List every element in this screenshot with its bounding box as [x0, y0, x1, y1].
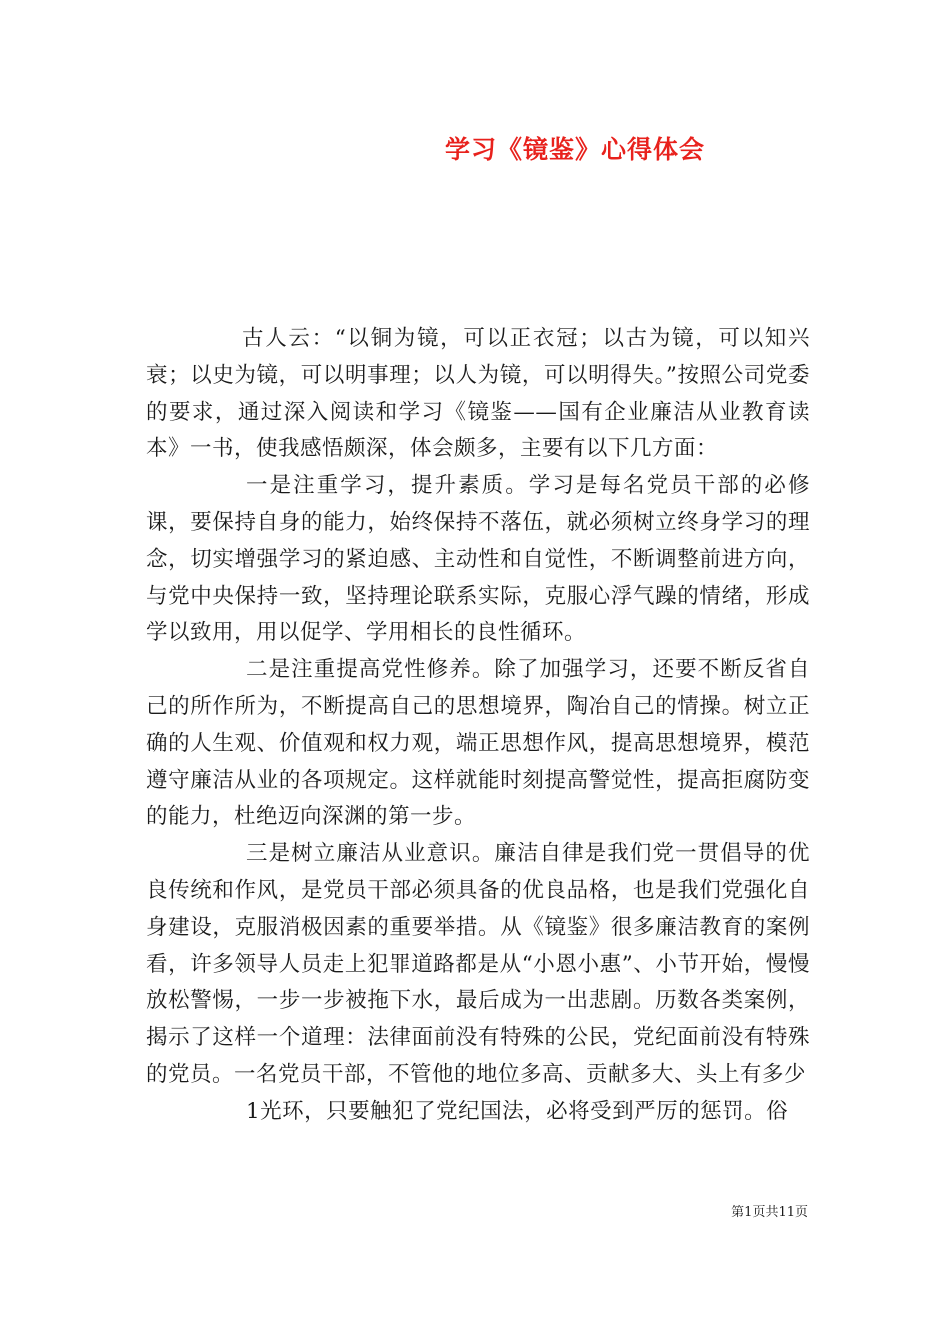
- paragraph-intro: 古人云：“以铜为镜，可以正衣冠；以古为镜，可以知兴衰；以史为镜，可以明事理；以人为镜，可以明得失。”按照公司党委的要求，通过深入阅读和学习《镜鉴——国有企业廉洁从业教育读本》一书，使我感悟颇深，体会颇多，主要有以下几方面：: [146, 326, 810, 462]
- paragraph-continuation: 1光环，只要触犯了党纪国法，必将受到严厉的惩罚。俗: [246, 1098, 789, 1124]
- title-area: [0, 0, 950, 200]
- paragraph-point-three: 三是树立廉洁从业意识。廉洁自律是我们党一贯倡导的优良传统和作风，是党员干部必须具备的优良品格，也是我们党强化自身建设，克服消极因素的重要举措。从《镜鉴》很多廉洁教育的案例看，许多领导人员走上犯罪道路都是从“小恩小惠”、小节开始，慢慢放松警惕，一步一步被拖下水，最后成为一出悲剧。历数各类案例，揭示了这样一个道理：法律面前没有特殊的公民，党纪面前没有特殊的党员。一名党员干部，不管他的地位多高、贡献多大、头上有多少: [146, 841, 810, 1087]
- document-title: 学习《镜鉴》心得体会: [444, 135, 705, 164]
- paragraph-point-one: 一是注重学习，提升素质。学习是每名党员干部的必修课，要保持自身的能力，始终保持不落伍，就必须树立终身学习的理念，切实增强学习的紧迫感、主动性和自觉性，不断调整前进方向，与党中央保持一致，坚持理论联系实际，克服心浮气躁的情绪，形成学以致用，用以促学、学用相长的良性循环。: [146, 473, 810, 646]
- page-number-footer: 第1页共11页: [731, 1205, 808, 1220]
- paragraph-point-two: 二是注重提高党性修养。除了加强学习，还要不断反省自己的所作所为，不断提高自己的思想境界，陶冶自己的情操。树立正确的人生观、价值观和权力观，端正思想作风，提高思想境界，模范遵守廉洁从业的各项规定。这样就能时刻提高警觉性，提高拒腐防变的能力，杜绝迈向深渊的第一步。: [146, 657, 810, 830]
- document-body: [146, 321, 810, 1131]
